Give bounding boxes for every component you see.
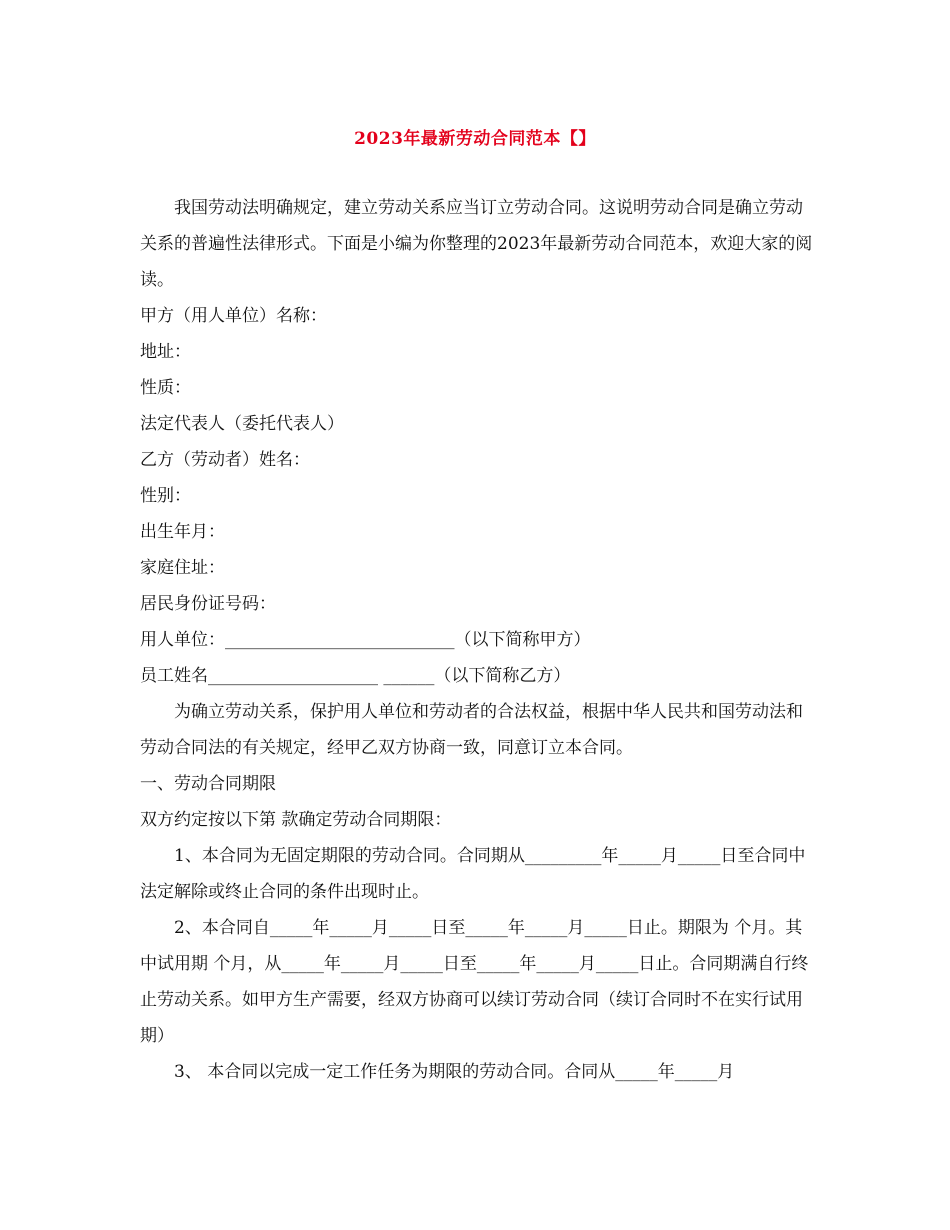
section-heading: 一、劳动合同期限 xyxy=(140,774,276,794)
purpose-paragraph: 为确立劳动关系，保护用人单位和劳动者的合法权益，根据中华人民共和国劳动法和劳动合同法的有关规定，经甲乙双方协商一致，同意订立本合同。 xyxy=(140,702,803,758)
field-employee-name: 乙方（劳动者）姓名： xyxy=(140,450,310,470)
field-birth-date: 出生年月： xyxy=(140,522,225,542)
field-home-address: 家庭住址： xyxy=(140,558,225,578)
document-title: 2023年最新劳动合同范本【】 xyxy=(354,129,596,149)
field-employer-name: 甲方（用人单位）名称： xyxy=(140,306,327,326)
section-lead: 双方约定按以下第 款确定劳动合同期限： xyxy=(140,810,452,830)
clause-3: 3、 本合同以完成一定工作任务为期限的劳动合同。合同从_____年_____月 xyxy=(174,1062,735,1082)
document-body xyxy=(140,190,816,1090)
field-nature: 性质： xyxy=(140,378,191,398)
field-employee-fullname: 员工姓名____________________ ______（以下简称乙方） xyxy=(140,666,571,686)
field-employer-unit: 用人单位：___________________________（以下简称甲方） xyxy=(140,630,591,650)
clause-1: 1、本合同为无固定期限的劳动合同。合同期从_________年_____月_____日至合同中法定解除或终止合同的条件出现时止。 xyxy=(140,846,806,902)
field-address: 地址： xyxy=(140,342,191,362)
field-id-number: 居民身份证号码： xyxy=(140,594,276,614)
field-gender: 性别： xyxy=(140,486,191,506)
intro-paragraph: 我国劳动法明确规定，建立劳动关系应当订立劳动合同。这说明劳动合同是确立劳动关系的普遍性法律形式。下面是小编为你整理的2023年最新劳动合同范本，欢迎大家的阅读。 xyxy=(140,198,813,290)
clause-2: 2、本合同自_____年_____月_____日至_____年_____月_____日止。期限为 个月。其中试用期 个月，从_____年_____月_____日至_____年_____月_____日止。合同期满自行终止劳动关系。如甲方生产需要，经双方协商可以续订劳动合同（续订合同时不在实行试用期） xyxy=(140,918,809,1046)
field-legal-representative: 法定代表人（委托代表人） xyxy=(140,414,344,434)
